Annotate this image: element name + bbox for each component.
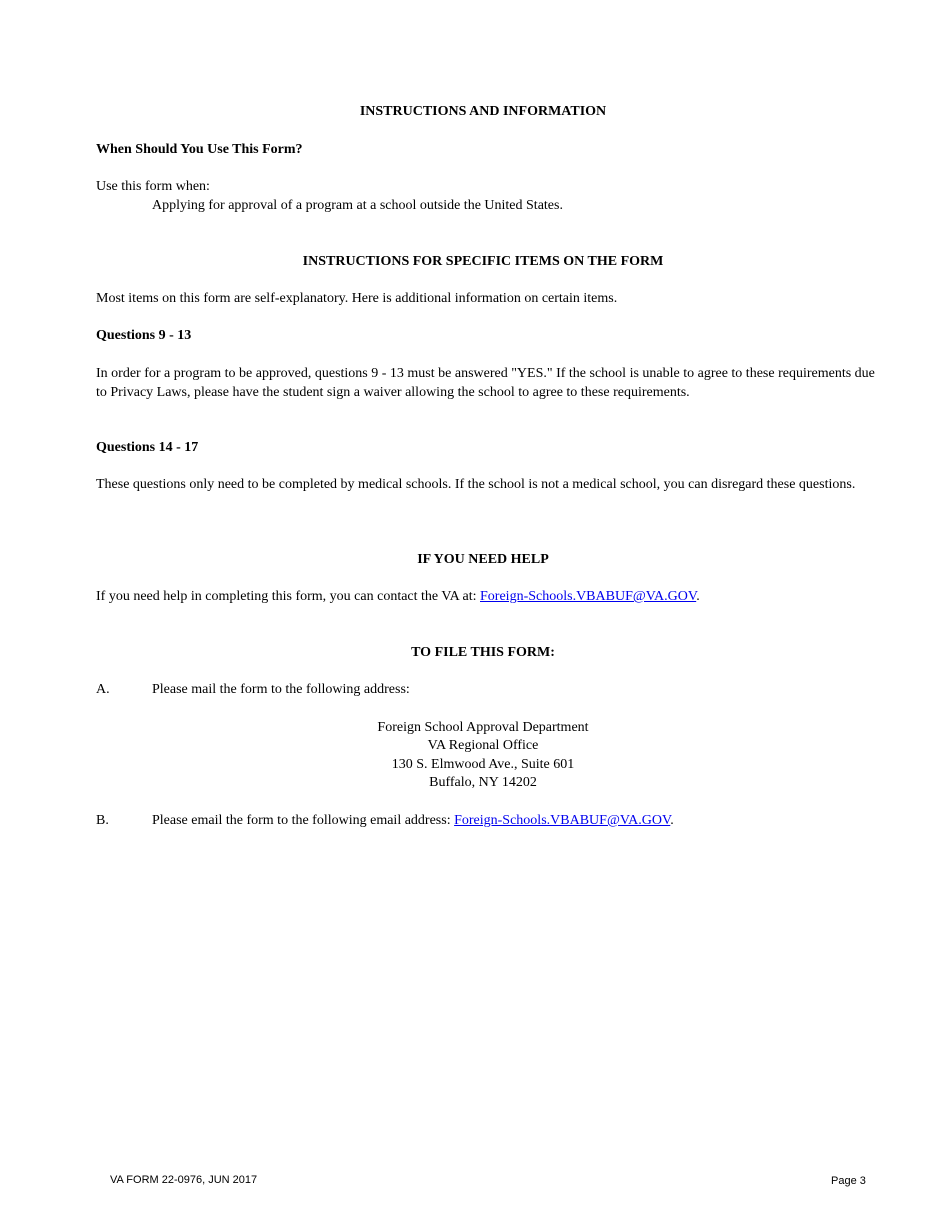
address-line-3: 130 S. Elmwood Ave., Suite 601	[391, 757, 575, 772]
footer-page-number: Page 3	[831, 1175, 866, 1187]
section-heading-file: TO FILE THIS FORM:	[411, 645, 555, 660]
address-line-2: VA Regional Office	[427, 738, 539, 753]
item-b-letter: B.	[96, 813, 109, 828]
use-when-text: Use this form when:	[96, 179, 210, 194]
questions-9-13-text: In order for a program to be approved, questions 9 - 13 must be answered "YES." If the school is unable to agree to these requirements due to Privacy Laws, please have the student sign a waiver allowing the school to agree to these requirements.	[96, 366, 875, 400]
help-line	[96, 587, 700, 606]
when-heading: When Should You Use This Form?	[96, 142, 303, 157]
section-heading-help: IF YOU NEED HELP	[417, 552, 549, 567]
footer-form-number: VA FORM 22-0976, JUN 2017	[110, 1174, 258, 1186]
item-a-letter: A.	[96, 682, 110, 697]
item-b-period: .	[670, 813, 674, 828]
specific-intro-text: Most items on this form are self-explanatory. Here is additional information on certain items.	[96, 291, 618, 306]
questions-9-13-heading: Questions 9 - 13	[96, 328, 192, 343]
questions-14-17-text: These questions only need to be completed by medical schools. If the school is not a medical school, you can disregard these questions.	[96, 477, 856, 492]
item-b-email-link[interactable]: Foreign-Schools.VBABUF@VA.GOV	[454, 813, 671, 828]
help-email-link[interactable]: Foreign-Schools.VBABUF@VA.GOV	[480, 589, 697, 604]
item-b-text: Please email the form to the following email address:	[152, 813, 455, 828]
use-when-item: Applying for approval of a program at a school outside the United States.	[152, 198, 563, 213]
address-line-4: Buffalo, NY 14202	[429, 775, 537, 790]
section-heading-instructions: INSTRUCTIONS AND INFORMATION	[359, 104, 607, 119]
section-heading-specific-items: INSTRUCTIONS FOR SPECIFIC ITEMS ON THE FORM	[302, 254, 664, 269]
help-text: If you need help in completing this form, you can contact the VA at:	[96, 589, 481, 604]
item-a-text: Please mail the form to the following address:	[152, 682, 410, 697]
help-period: .	[696, 589, 700, 604]
questions-14-17-heading: Questions 14 - 17	[96, 440, 199, 455]
item-b-line	[152, 811, 674, 830]
address-line-1: Foreign School Approval Department	[377, 720, 589, 735]
